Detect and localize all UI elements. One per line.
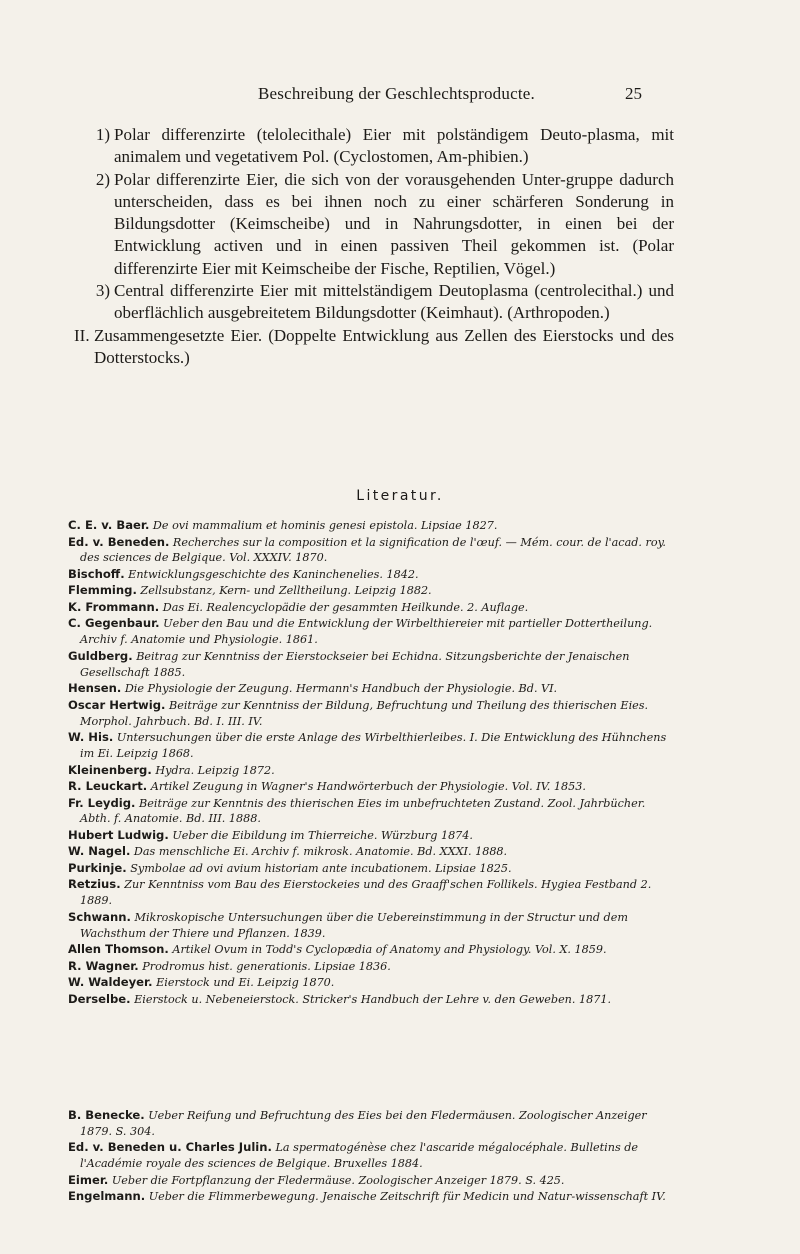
reference-entry <box>68 681 678 697</box>
reference-title: Das Ei. Realencyclopädie der gesammten Heilkunde. 2. Auflage. <box>162 600 529 614</box>
reference-author: Allen Thomson. <box>68 942 169 957</box>
reference-title: Untersuchungen über die erste Anlage des Wirbelthierleibes. I. Die Entwicklung des Hühnchens im Ei. Leipzig 1868. <box>80 731 667 761</box>
reference-author: Fr. Leydig. <box>68 795 136 810</box>
reference-author: Hubert Ludwig. <box>68 827 169 842</box>
reference-entry <box>68 1189 678 1205</box>
reference-entry <box>68 567 678 583</box>
reference-author: Hensen. <box>68 681 122 696</box>
list-item <box>74 325 674 370</box>
list-item <box>74 280 674 325</box>
reference-entry <box>68 616 678 648</box>
reference-title: Eierstock u. Nebeneierstock. Stricker's Handbuch der Lehre v. den Geweben. 1871. <box>134 992 612 1006</box>
reference-author: Ed. v. Beneden u. Charles Julin. <box>68 1140 272 1155</box>
reference-title: Beitrag zur Kenntniss der Eierstockseier bei Echidna. Sitzungsberichte der Jenaischen Gesellschaft 1885. <box>80 649 630 679</box>
reference-title: Zellsubstanz, Kern- und Zelltheilung. Leipzig 1882. <box>140 584 432 598</box>
page-number: 25 <box>625 84 642 103</box>
running-title: Beschreibung der Geschlechtsproducte. <box>258 84 535 103</box>
list-item <box>74 124 674 169</box>
reference-entry <box>68 649 678 681</box>
reference-author: C. E. v. Baer. <box>68 518 150 532</box>
reference-author: W. His. <box>68 730 114 745</box>
reference-title: Eierstock und Ei. Leipzig 1870. <box>156 976 335 990</box>
reference-title: Symbolae ad ovi avium historiam ante incubationem. Lipsiae 1825. <box>130 861 512 875</box>
reference-author: Kleinenberg. <box>68 762 152 777</box>
reference-entry <box>68 600 678 616</box>
reference-title: Artikel Zeugung in Wagner's Handwörterbuch der Physiologie. Vol. IV. 1853. <box>150 780 586 794</box>
reference-entry <box>68 992 678 1008</box>
reference-title: Mikroskopische Untersuchungen über die Uebereinstimmung in der Structur und dem Wachsthum der Thiere und Pflanzen. 1839. <box>80 910 628 940</box>
reference-author: Derselbe. <box>68 991 131 1006</box>
reference-title: Hydra. Leipzig 1872. <box>155 763 275 777</box>
reference-title: Recherches sur la composition et la signification de l'œuf. — Mém. cour. de l'acad. roy. des sciences de Belgique. Vol. XXXIV. 1870. <box>80 535 666 565</box>
reference-title: Prodromus hist. generationis. Lipsiae 1836. <box>142 959 391 973</box>
reference-author: Guldberg. <box>68 648 133 663</box>
reference-title: Das menschliche Ei. Archiv f. mikrosk. Anatomie. Bd. XXXI. 1888. <box>133 845 508 859</box>
reference-entry <box>68 975 678 991</box>
reference-entry <box>68 1173 678 1189</box>
reference-entry <box>68 910 678 942</box>
list-marker: 1) <box>95 125 110 144</box>
reference-author: Purkinje. <box>68 860 127 875</box>
reference-entry <box>68 763 678 779</box>
reference-title: Beiträge zur Kenntniss der Bildung, Befruchtung und Theilung des thierischen Eies. Morphol. Jahrbuch. Bd. I. III. IV. <box>80 698 649 728</box>
reference-entry <box>68 959 678 975</box>
reference-author: Bischoff. <box>68 566 125 581</box>
reference-author: K. Frommann. <box>68 599 160 614</box>
list-item <box>74 169 674 280</box>
reference-entry <box>68 828 678 844</box>
reference-entry <box>68 535 678 567</box>
reference-title: Die Physiologie der Zeugung. Hermann's Handbuch der Physiologie. Bd. VI. <box>124 682 558 696</box>
reference-entry <box>68 861 678 877</box>
reference-author: C. Gegenbaur. <box>68 616 160 631</box>
reference-title: La spermatogénèse chez l'ascaride mégalocéphale. Bulletins de l'Académie royale des sciences de Belgique. Bruxelles 1884. <box>80 1141 639 1171</box>
references-block-2 <box>68 1108 678 1206</box>
reference-author: Oscar Hertwig. <box>68 697 166 712</box>
reference-title: Ueber den Bau und die Entwicklung der Wirbelthiereier mit partieller Dottertheilung. Archiv f. Anatomie und Physiologie. 1861. <box>80 617 653 647</box>
reference-author: Schwann. <box>68 909 131 924</box>
reference-title: Entwicklungsgeschichte des Kaninchenelies. 1842. <box>128 567 419 581</box>
reference-entry <box>68 698 678 730</box>
reference-entry <box>68 730 678 762</box>
reference-entry <box>68 844 678 860</box>
list-marker: 2) <box>95 169 110 189</box>
list-item-text: Polar differenzirte (telolecithale) Eier mit polständigem Deuto-plasma, mit animalem und vegetativem Pol. (Cyclostomen, Am-phibien.) <box>114 125 674 167</box>
reference-title: Ueber die Eibildung im Thierreiche. Würzburg 1874. <box>172 828 473 842</box>
list-item-text: Polar differenzirte Eier, die sich von der vorausgehenden Unter-gruppe dadurch unterscheiden, dass es bei ihnen noch zu einer schärferen Sonderung in Bildungsdotter (Keimscheibe) und in Nahrungsdotter, in einen bei der Entwicklung activen und in einen passiven Theil gekommen ist. (Polar differenzirte Eier mit Keimscheibe der Fische, Reptilien, Vögel.) <box>114 169 674 278</box>
reference-entry <box>68 877 678 909</box>
references-block-1 <box>68 518 678 1008</box>
reference-author: Engelmann. <box>68 1189 146 1204</box>
list-item-text: Zusammengesetzte Eier. (Doppelte Entwicklung aus Zellen des Eierstocks und des Dotterstocks.) <box>94 325 674 367</box>
reference-title: Artikel Ovum in Todd's Cyclopædia of Anatomy and Physiology. Vol. X. 1859. <box>172 943 607 957</box>
reference-author: Ed. v. Beneden. <box>68 534 170 549</box>
reference-author: Flemming. <box>68 583 137 598</box>
reference-entry <box>68 1140 678 1172</box>
reference-author: R. Wagner. <box>68 958 139 973</box>
reference-entry <box>68 796 678 828</box>
reference-title: Ueber Reifung und Befruchtung des Eies bei den Fledermäusen. Zoologischer Anzeiger 1879. S. 304. <box>80 1109 647 1138</box>
reference-author: W. Nagel. <box>68 844 131 859</box>
reference-author: Eimer. <box>68 1172 109 1187</box>
reference-author: W. Waldeyer. <box>68 975 153 990</box>
reference-entry <box>68 779 678 795</box>
reference-author: Retzius. <box>68 877 121 892</box>
classification-list <box>74 124 674 369</box>
reference-title: Ueber die Fortpflanzung der Fledermäuse. Zoologischer Anzeiger 1879. S. 425. <box>111 1173 565 1187</box>
reference-author: B. Benecke. <box>68 1108 145 1122</box>
list-marker: II. <box>74 325 90 345</box>
reference-author: R. Leuckart. <box>68 779 148 794</box>
reference-entry <box>68 942 678 958</box>
reference-entry <box>68 583 678 599</box>
reference-title: Ueber die Flimmerbewegung. Jenaische Zeitschrift für Medicin und Natur-wissenschaft IV. <box>148 1190 666 1204</box>
list-marker: 3) <box>95 281 110 301</box>
reference-title: Beiträge zur Kenntnis des thierischen Eies im unbefruchteten Zustand. Zool. Jahrbücher. Abth. f. Anatomie. Bd. III. 1888. <box>80 796 646 826</box>
reference-entry <box>68 1108 678 1140</box>
reference-title: De ovi mammalium et hominis genesi epistola. Lipsiae 1827. <box>152 519 498 532</box>
literature-heading: Literatur. <box>356 488 444 504</box>
reference-entry <box>68 518 678 534</box>
reference-title: Zur Kenntniss vom Bau des Eierstockeies und des Graaff'schen Follikels. Hygiea Festband 2. 1889. <box>80 878 652 908</box>
list-item-text: Central differenzirte Eier mit mittelständigem Deutoplasma (centrolecithal.) und oberflächlich ausgebreitetem Bildungsdotter (Keimhaut). (Arthropoden.) <box>114 281 674 323</box>
